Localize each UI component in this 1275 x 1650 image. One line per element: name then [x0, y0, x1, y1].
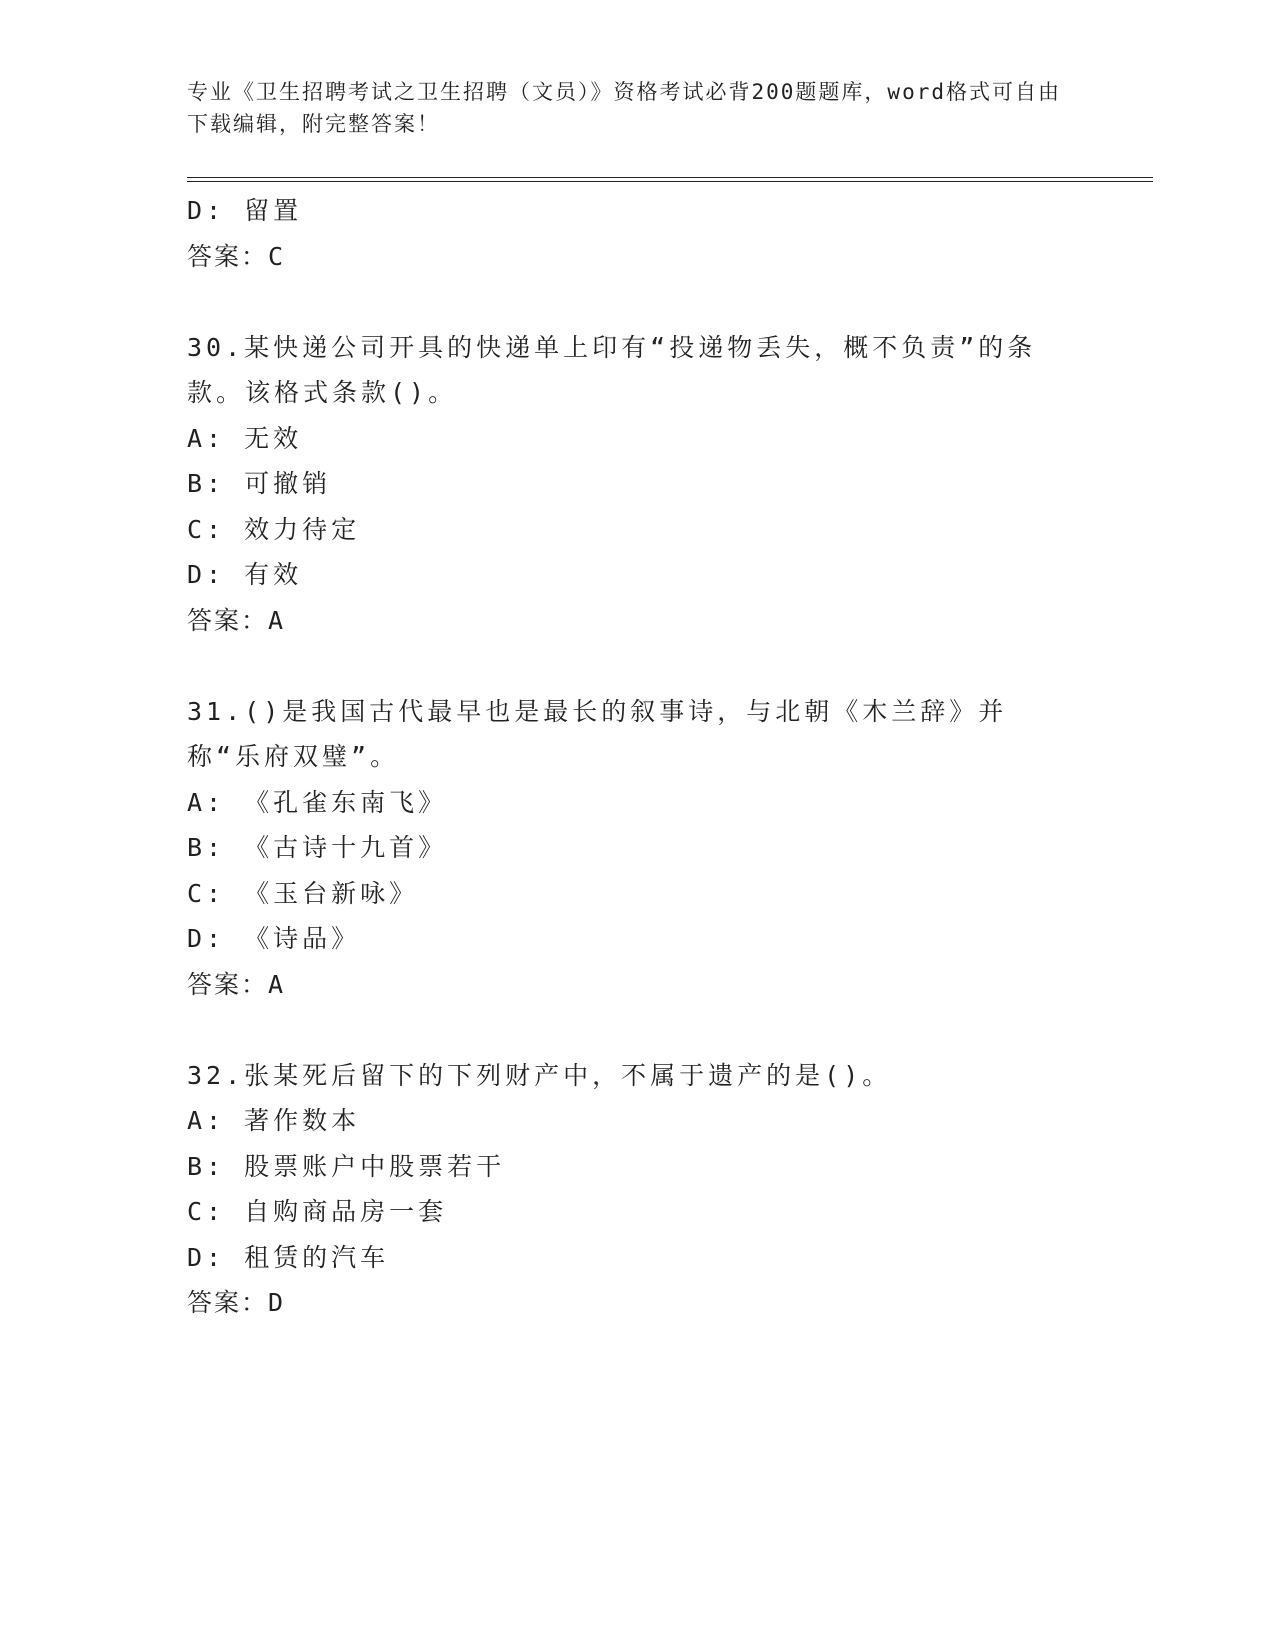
option-c: C: 《玉台新咏》 — [187, 878, 419, 908]
answer-line: 答案：A — [187, 969, 286, 999]
option-c: C: 自购商品房一套 — [187, 1197, 448, 1226]
option-a: A: 无效 — [187, 423, 303, 453]
option-b: B: 可撤销 — [187, 469, 332, 498]
option-d: D: 《诗品》 — [187, 924, 361, 953]
spacer — [187, 279, 1067, 325]
document-body — [187, 188, 1067, 1326]
answer-line: 答案：D — [187, 1288, 286, 1317]
question-block — [187, 325, 1067, 644]
question-stem: 32.张某死后留下的下列财产中，不属于遗产的是()。 — [187, 1060, 892, 1090]
option-b: B: 《古诗十九首》 — [187, 833, 448, 862]
option-b: B: 股票账户中股票若干 — [187, 1151, 506, 1181]
question-stem: 31.()是我国古代最早也是最长的叙事诗，与北朝《木兰辞》并称“乐府双璧”。 — [187, 696, 1008, 771]
option-d: D: 有效 — [187, 560, 303, 589]
header-rule-bottom — [187, 181, 1153, 182]
spacer — [187, 1007, 1067, 1053]
header-rule-top — [187, 177, 1153, 178]
answer-line: 答案：A — [187, 605, 286, 635]
option-c: C: 效力待定 — [187, 514, 361, 544]
option-d: D: 留置 — [187, 196, 303, 225]
answer-line: 答案：C — [187, 241, 286, 271]
question-block — [187, 689, 1067, 1008]
option-a: A: 著作数本 — [187, 1106, 361, 1135]
document-header: 专业《卫生招聘考试之卫生招聘（文员）》资格考试必背200题题库，word格式可自由下载编辑，附完整答案！ — [187, 80, 1061, 136]
question-block — [187, 1053, 1067, 1326]
option-d: D: 租赁的汽车 — [187, 1242, 390, 1272]
question-stem: 30.某快递公司开具的快递单上印有“投递物丢失，概不负责”的条款。该格式条款()。 — [187, 332, 1037, 407]
spacer — [187, 643, 1067, 689]
option-a: A: 《孔雀东南飞》 — [187, 787, 448, 817]
